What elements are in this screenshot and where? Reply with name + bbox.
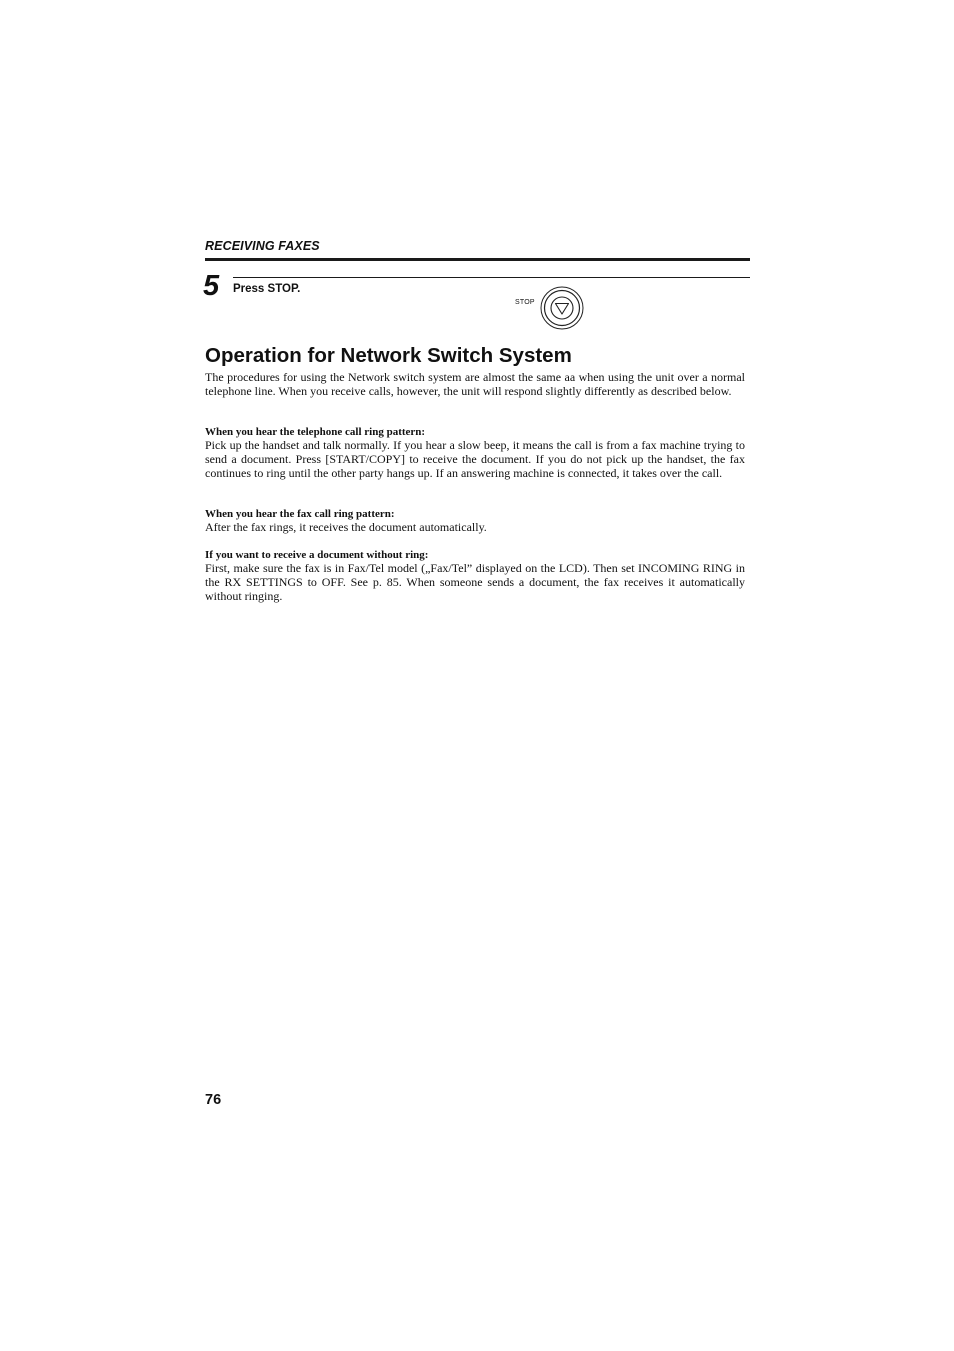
paragraph-fax-ring: After the fax rings, it receives the document automatically. — [205, 520, 487, 534]
page-title: Operation for Network Switch System — [205, 344, 572, 367]
subheading-telephone-ring: When you hear the telephone call ring pattern: — [205, 426, 426, 438]
stop-icon — [540, 286, 584, 330]
subheading-without-ring: If you want to receive a document without ring: — [205, 549, 429, 561]
step-rule — [233, 277, 750, 278]
page-number: 76 — [205, 1092, 222, 1108]
stop-button-illustration — [540, 286, 584, 330]
subheading-fax-ring: When you hear the fax call ring pattern: — [205, 508, 395, 520]
paragraph-without-ring: First, make sure the fax is in Fax/Tel model („Fax/Tel” displayed on the LCD). Then set INCOMING RING in the RX SETTINGS to OFF. See p. 85. When someone sends a document, the fax receives it automatically without ringing. — [205, 561, 745, 603]
intro-paragraph: The procedures for using the Network switch system are almost the same aa when using the unit over a normal telephone line. When you receive calls, however, the unit will respond slightly differently as described below. — [205, 370, 745, 398]
header-rule — [205, 258, 750, 261]
section-header: RECEIVING FAXES — [205, 239, 320, 253]
paragraph-telephone-ring: Pick up the handset and talk normally. If you hear a slow beep, it means the call is from a fax machine trying to send a document. Press [START/COPY] to receive the document. If you do not pick up the handset, the fax continues to ring until the other party hangs up. If an answering machine is connected, it takes over the call. — [205, 438, 745, 480]
step-number: 5 — [203, 270, 220, 302]
stop-button-label: STOP — [515, 299, 535, 306]
step-instruction: Press STOP. — [233, 283, 301, 295]
